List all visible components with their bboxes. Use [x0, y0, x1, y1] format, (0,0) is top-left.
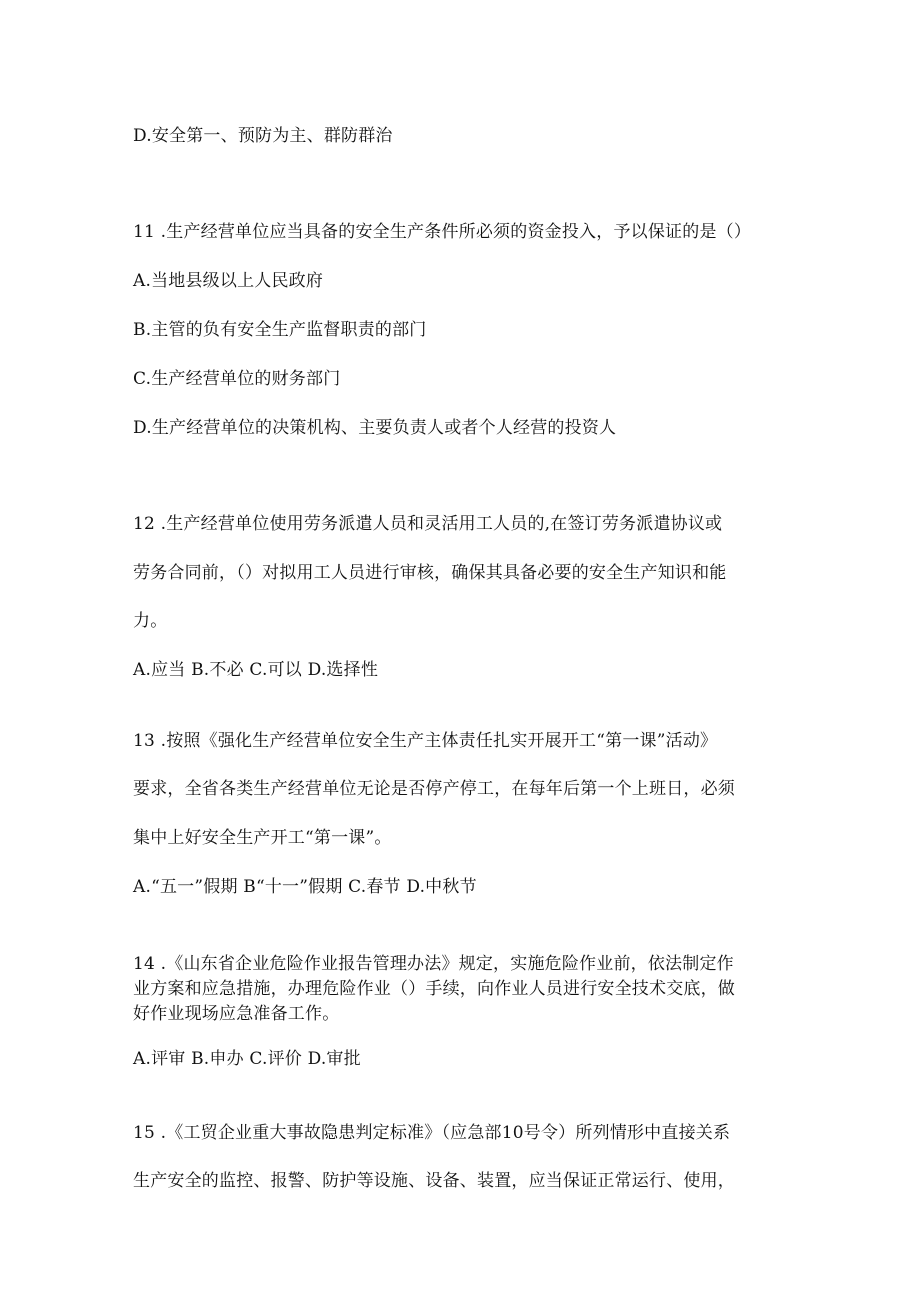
- q11-option-a: A.当地县级以上人民政府: [133, 271, 324, 291]
- q14-options: A.评审 B.申办 C.评价 D.审批: [133, 1049, 361, 1069]
- q11-option-c: C.生产经营单位的财务部门: [133, 369, 341, 389]
- q13-stem-line1: 13 .按照《强化生产经营单位安全生产主体责任扎实开展开工“第一课”活动》: [133, 731, 718, 751]
- q13-stem-line2: 要求，全省各类生产经营单位无论是否停产停工，在每年后第一个上班日，必须: [133, 779, 735, 799]
- q14-stem-line3: 好作业现场应急准备工作。: [133, 1004, 340, 1024]
- q12-stem-line1: 12 .生产经营单位使用劳务派遣人员和灵活用工人员的,在签订劳务派遣协议或: [133, 514, 723, 534]
- q15-stem-line2: 生产安全的监控、报警、防护等设施、设备、装置，应当保证正常运行、使用，: [133, 1171, 735, 1191]
- q15-stem-line1: 15 .《工贸企业重大事故隐患判定标准》（应急部10号令）所列情形中直接关系: [133, 1123, 731, 1143]
- q11-stem: 11 .生产经营单位应当具备的安全生产条件所必须的资金投入，予以保证的是（）: [133, 222, 752, 242]
- q11-option-b: B.主管的负有安全生产监督职责的部门: [133, 320, 427, 340]
- q13-options: A.“五一”假期 B“十一”假期 C.春节 D.中秋节: [133, 877, 477, 897]
- q12-stem-line2: 劳务合同前，（）对拟用工人员进行审核，确保其具备必要的安全生产知识和能: [133, 563, 727, 583]
- q12-options: A.应当 B.不必 C.可以 D.选择性: [133, 660, 379, 680]
- q11-option-d: D.生产经营单位的决策机构、主要负责人或者个人经营的投资人: [133, 418, 617, 438]
- q14-stem-line1: 14 .《山东省企业危险作业报告管理办法》规定，实施危险作业前，依法制定作: [133, 954, 734, 974]
- q12-stem-line3: 力。: [133, 611, 168, 631]
- q13-stem-line3: 集中上好安全生产开工“第一课”。: [133, 828, 392, 848]
- q10-option-d: D.安全第一、预防为主、群防群治: [133, 126, 393, 146]
- q14-stem-line2: 业方案和应急措施，办理危险作业（）手续，向作业人员进行安全技术交底，做: [133, 979, 735, 999]
